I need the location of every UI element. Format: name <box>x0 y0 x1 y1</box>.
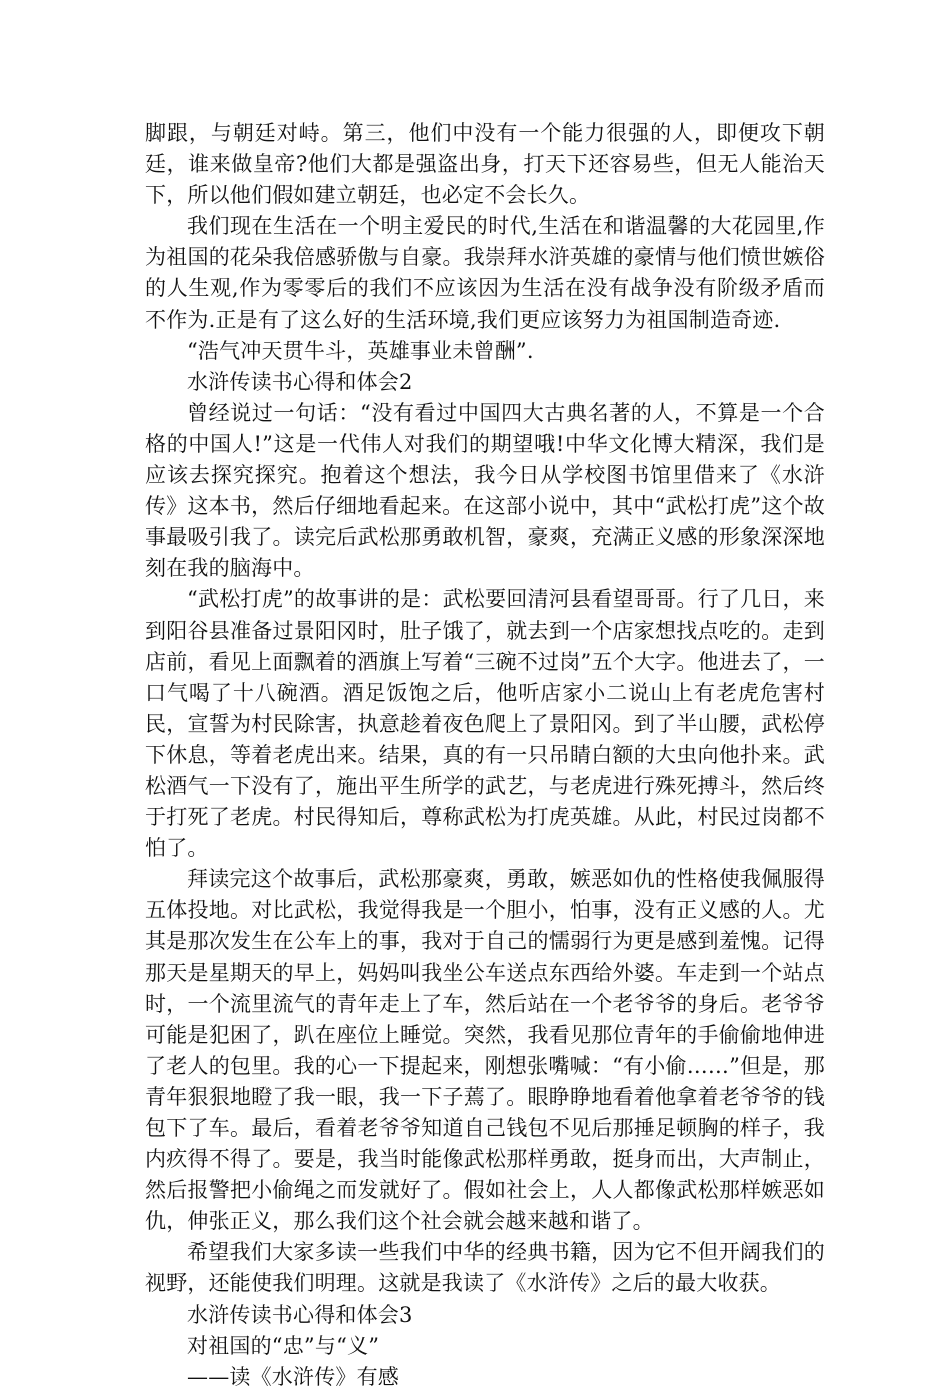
paragraph-era-reflection: 我们现在生活在一个明主爱民的时代,生活在和谐温馨的大花园里,作为祖国的花朵我倍感骄傲与自豪。我崇拜水浒英雄的豪情与他们愤世嫉俗的人生观,作为零零后的我们不应该因为生活在没有战争没有阶级矛盾而不作为.正是有了这么好的生活环境,我们更应该努力为祖国制造奇迹. <box>145 214 825 332</box>
section-heading-3: 水浒传读书心得和体会3 <box>187 1302 413 1327</box>
document-body <box>145 118 825 1393</box>
essay-title: 对祖国的“忠”与“义” <box>187 1333 380 1358</box>
paragraph-bus-story: 拜读完这个故事后，武松那豪爽，勇敢，嫉恶如仇的性格使我佩服得五体投地。对比武松，我觉得我是一个胆小，怕事，没有正义感的人。尤其是那次发生在公车上的事，我对于自己的懦弱行为更是感到羞愧。记得那天是星期天的早上，妈妈叫我坐公车送点东西给外婆。车走到一个站点时，一个流里流气的青年走上了车，然后站在一个老爷爷的身后。老爷爷可能是犯困了，趴在座位上睡觉。突然，我看见那位青年的手偷偷地伸进了老人的包里。我的心一下提起来，刚想张嘴喊：“有小偷……”但是，那青年狠狠地瞪了我一眼，我一下子蔫了。眼睁睁地看着他拿着老爷爷的钱包下了车。最后，看着老爷爷知道自己钱包不见后那捶足顿胸的样子，我内疚得不得了。要是，我当时能像武松那样勇敢，挺身而出，大声制止，然后报警把小偷绳之而发就好了。假如社会上，人人都像武松那样嫉恶如仇，伸张正义，那么我们这个社会就会越来越和谐了。 <box>145 867 825 1234</box>
section-heading-2: 水浒传读书心得和体会2 <box>187 369 413 394</box>
paragraph-conclusion: 希望我们大家多读一些我们中华的经典书籍，因为它不但开阔我们的视野，还能使我们明理。这就是我读了《水浒传》之后的最大收获。 <box>145 1240 825 1296</box>
paragraph-wusong-story: “武松打虎”的故事讲的是：武松要回清河县看望哥哥。行了几日，来到阳谷县准备过景阳冈时，肚子饿了，就去到一个店家想找点吃的。走到店前，看见上面飘着的酒旗上写着“三碗不过岗”五个大字。他进去了，一口气喝了十八碗酒。酒足饭饱之后，他听店家小二说山上有老虎危害村民，宣誓为村民除害，执意趁着夜色爬上了景阳冈。到了半山腰，武松停下休息，等着老虎出来。结果，真的有一只吊睛白额的大虫向他扑来。武松酒气一下没有了，施出平生所学的武艺，与老虎进行殊死搏斗，然后终于打死了老虎。村民得知后，尊称武松为打虎英雄。从此，村民过岗都不怕了。 <box>145 587 825 861</box>
paragraph-continuation: 脚跟，与朝廷对峙。第三，他们中没有一个能力很强的人，即便攻下朝廷，谁来做皇帝?他们大都是强盗出身，打天下还容易些，但无人能治天下，所以他们假如建立朝廷，也必定不会长久。 <box>145 121 825 208</box>
paragraph-classics-intro: 曾经说过一句话：“没有看过中国四大古典名著的人，不算是一个合格的中国人!”这是一代伟人对我们的期望哦!中华文化博大精深，我们是应该去探究探究。抱着这个想法，我今日从学校图书馆里借来了《水浒传》这本书，然后仔细地看起来。在这部小说中，其中“武松打虎”这个故事最吸引我了。读完后武松那勇敢机智，豪爽，充满正义感的形象深深地刻在我的脑海中。 <box>145 400 825 581</box>
essay-subtitle: ——读《水浒传》有感 <box>187 1364 399 1389</box>
paragraph-quote: “浩气冲天贯牛斗，英雄事业未曾酬”. <box>187 338 534 363</box>
